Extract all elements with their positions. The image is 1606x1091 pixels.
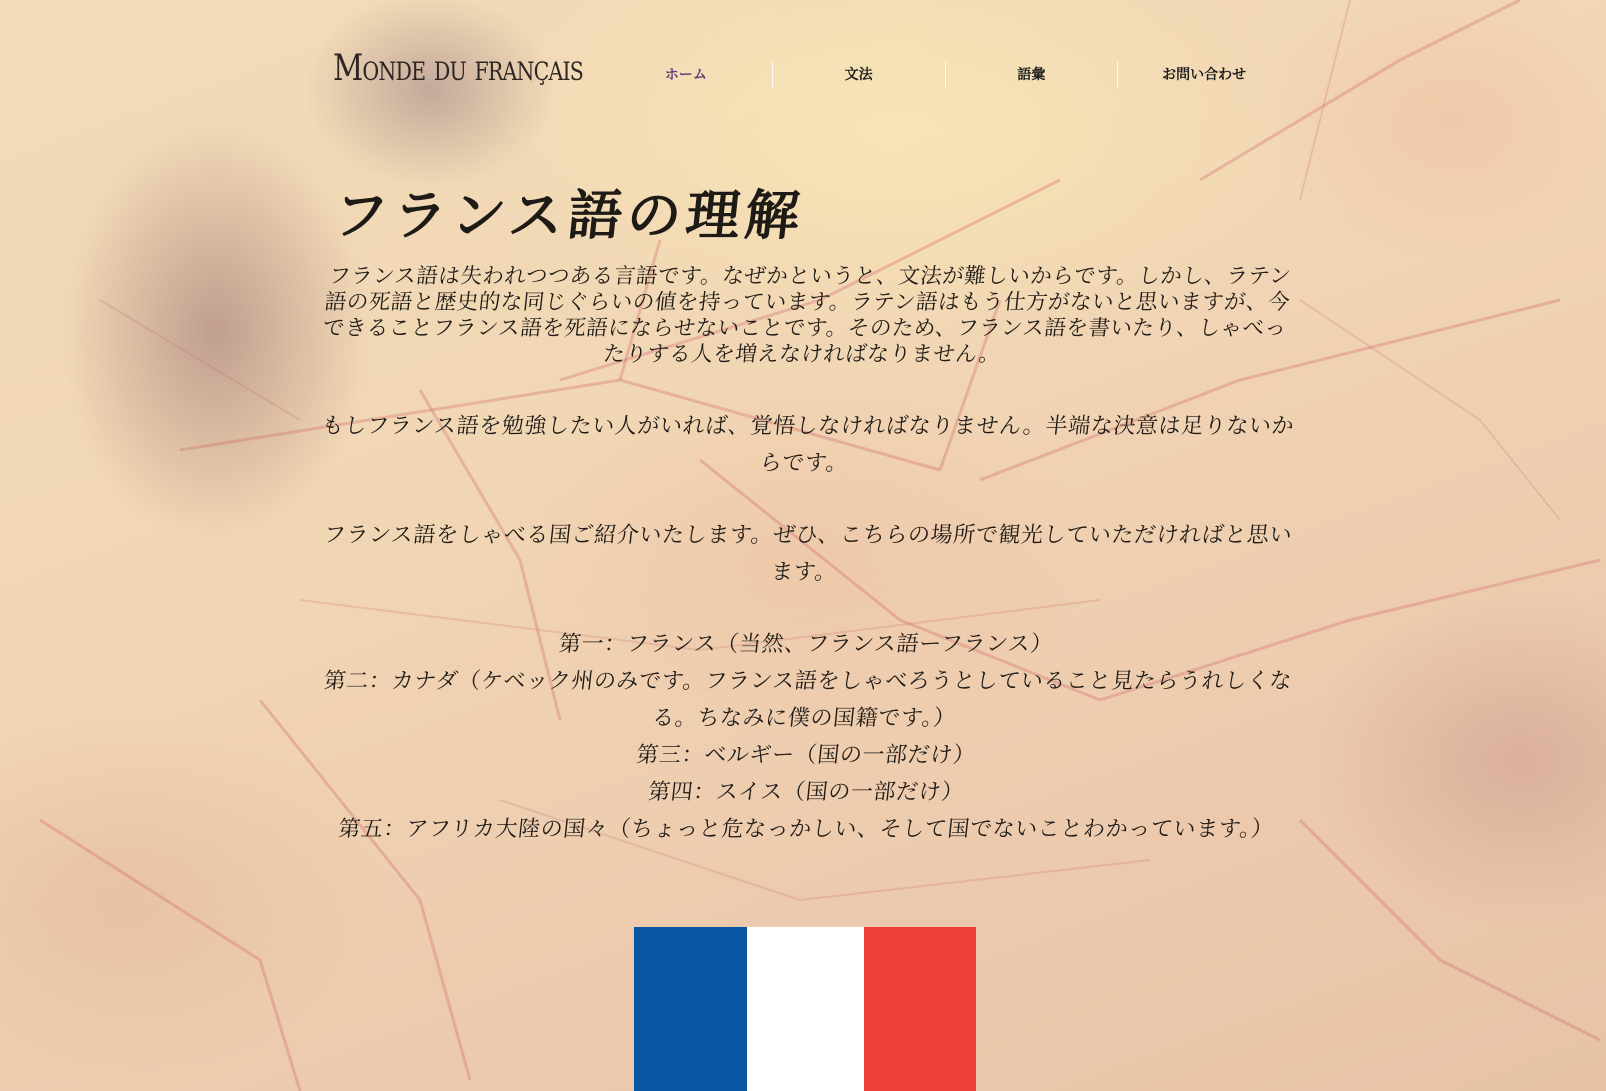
country-item-france: 第一：フランス（当然、フランス語ーフランス） — [557, 632, 1055, 657]
flag-blue-stripe — [634, 927, 747, 1091]
country-item-africa: 第五：アフリカ大陸の国々（ちょっと危なっかしい、そして国でないことわかっています。） — [337, 817, 1275, 842]
main-content — [316, 180, 1296, 848]
intro-paragraph: フランス語は失われつつある言語です。なぜかというと、文法が難しいからです。しかし、ラテン語の死語と歴史的な同じぐらいの値を持っています。ラテン語はもう仕方がないと思いますが、今できることフランス語を死語にならせないことです。そのため、フランス語を書いたり、しゃべったりする人を増えなければなりません。 — [321, 264, 1293, 367]
country-item-switzerland: 第四：スイス（国の一部だけ） — [646, 780, 966, 805]
flag-white-stripe — [747, 927, 864, 1091]
page-title: フランス語の理解 — [330, 184, 808, 247]
nav-item-vocabulary[interactable]: 語彙 — [1017, 67, 1046, 83]
flag-red-stripe — [864, 927, 976, 1091]
main-nav — [600, 60, 1290, 90]
country-item-belgium: 第三：ベルギー（国の一部だけ） — [635, 743, 977, 768]
site-header — [0, 0, 1606, 150]
country-item-canada: 第二：カナダ（ケベック州のみです。フランス語をしゃべろうとしていること見たらうれしくなる。ちなみに僕の国籍です。） — [322, 669, 1294, 731]
site-logo[interactable]: Monde du français — [333, 48, 583, 89]
study-paragraph: もしフランス語を勉強したい人がいれば、覚悟しなければなりません。半端な決意は足りないからです。 — [320, 414, 1296, 476]
nav-item-grammar[interactable]: 文法 — [844, 67, 873, 83]
country-list — [316, 626, 1296, 848]
nav-item-home[interactable]: ホーム — [664, 67, 707, 83]
nav-item-contact[interactable]: お問い合わせ — [1162, 67, 1247, 83]
countries-intro-paragraph: フランス語をしゃべる国ご紹介いたします。ぜひ、こちらの場所で観光していただければと思います。 — [322, 523, 1294, 585]
french-flag-image — [634, 927, 976, 1091]
